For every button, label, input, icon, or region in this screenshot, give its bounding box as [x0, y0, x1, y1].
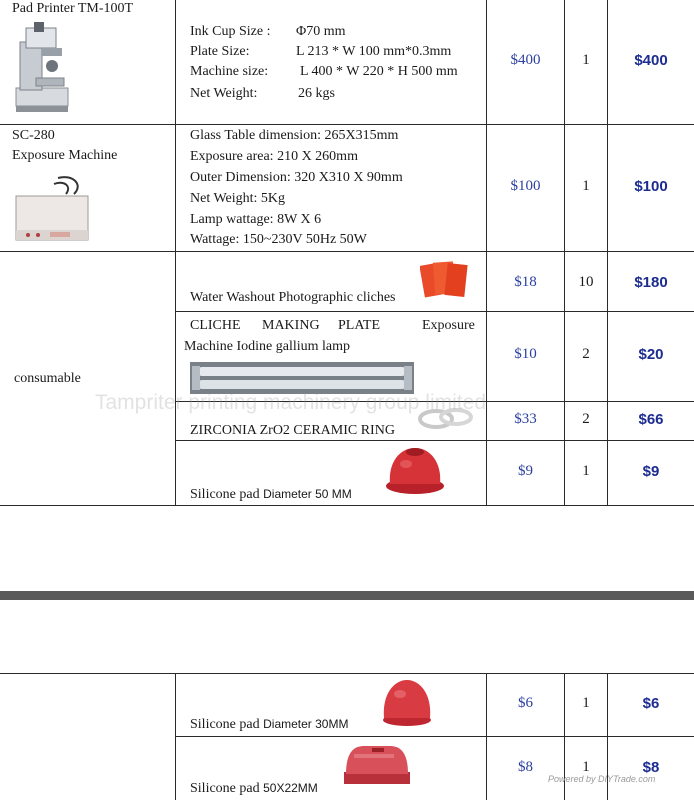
line-total: $20 — [638, 346, 664, 363]
spec-value: 26 kgs — [298, 86, 335, 101]
line-total: $180 — [634, 274, 668, 291]
unit-price: $10 — [514, 346, 537, 362]
grid-line — [175, 0, 176, 505]
spec-line: Net Weight: 5Kg — [190, 191, 286, 206]
item-description: Machine Iodine gallium lamp — [184, 339, 351, 354]
product-name: Exposure Machine — [12, 148, 118, 163]
silicone-pad-image — [384, 442, 446, 496]
item-description-part: Silicone pad — [190, 781, 260, 796]
line-total: $400 — [634, 52, 668, 69]
spec-label: Plate Size: — [190, 44, 250, 59]
page-break-divider — [0, 591, 694, 600]
spec-value: Φ70 mm — [296, 24, 346, 39]
silicone-pad-image — [380, 676, 434, 728]
line-total: $8 — [642, 759, 660, 776]
item-description — [190, 484, 352, 505]
spec-line: Wattage: 150~230V 50Hz 50W — [190, 232, 367, 247]
item-description-part: Diameter 50 MM — [263, 487, 352, 501]
quantity: 1 — [582, 52, 590, 68]
quantity: 2 — [582, 346, 590, 362]
unit-price: $9 — [518, 463, 533, 479]
line-total: $100 — [634, 178, 668, 195]
spec-line: Lamp wattage: 8W X 6 — [190, 212, 322, 227]
grid-line — [486, 0, 487, 505]
grid-line — [607, 0, 608, 505]
quantity: 1 — [582, 695, 590, 711]
unit-price: $18 — [514, 274, 537, 290]
category-label: consumable — [14, 371, 81, 386]
exposure-machine-image — [14, 172, 90, 244]
unit-price: $400 — [510, 52, 541, 68]
item-description-part: 50X22MM — [263, 781, 318, 795]
grid-line — [175, 673, 176, 800]
spec-value: L 400 * W 220 * H 500 mm — [300, 64, 458, 79]
spec-line: Exposure area: 210 X 260mm — [190, 149, 358, 164]
spec-label: Ink Cup Size : — [190, 24, 271, 39]
unit-price: $6 — [518, 695, 533, 711]
spec-label: Net Weight: — [190, 86, 258, 101]
spec-value: L 213 * W 100 mm*0.3mm — [296, 44, 452, 59]
unit-price: $8 — [518, 759, 533, 775]
grid-line — [0, 505, 694, 506]
footer-credit: Powered by DIYTrade.com — [548, 774, 656, 784]
quantity: 1 — [582, 463, 590, 479]
pad-printer-image — [12, 22, 72, 114]
item-description-word: PLATE — [338, 318, 380, 333]
item-description-word: MAKING — [262, 318, 320, 333]
grid-line — [564, 0, 565, 505]
grid-line — [0, 124, 694, 125]
unit-price: $100 — [510, 178, 541, 194]
gallium-lamp-image — [190, 362, 414, 394]
grid-line — [486, 673, 487, 800]
quantity: 2 — [582, 411, 590, 427]
item-description — [190, 778, 318, 799]
item-description-part: Silicone pad — [190, 717, 260, 732]
product-name: Pad Printer TM-100T — [12, 1, 134, 16]
unit-price: $33 — [514, 411, 537, 427]
item-description — [190, 714, 348, 735]
quantity: 1 — [582, 759, 590, 775]
spec-line: Outer Dimension: 320 X310 X 90mm — [190, 170, 403, 185]
item-description: ZIRCONIA ZrO2 CERAMIC RING — [190, 423, 395, 438]
watermark: Tampriter printing machinery group limited — [95, 391, 486, 414]
item-description-word: CLICHE — [190, 318, 241, 333]
line-total: $6 — [642, 695, 660, 712]
grid-line — [175, 736, 694, 737]
grid-line — [0, 251, 694, 252]
product-name: SC-280 — [12, 128, 55, 143]
quantity: 10 — [578, 274, 594, 290]
item-description-part: Diameter 30MM — [263, 717, 349, 731]
item-description: Water Washout Photographic cliches — [190, 290, 396, 305]
line-total: $66 — [638, 411, 664, 428]
silicone-pad-image — [342, 742, 412, 788]
item-description-part: Silicone pad — [190, 487, 260, 502]
quantity: 1 — [582, 178, 590, 194]
item-description-word: Exposure — [422, 318, 475, 333]
grid-line — [175, 311, 694, 312]
cliche-sheets-image — [420, 258, 472, 302]
spec-line: Glass Table dimension: 265X315mm — [190, 128, 399, 143]
line-total: $9 — [642, 463, 660, 480]
grid-line — [0, 673, 694, 674]
spec-label: Machine size: — [190, 64, 269, 79]
